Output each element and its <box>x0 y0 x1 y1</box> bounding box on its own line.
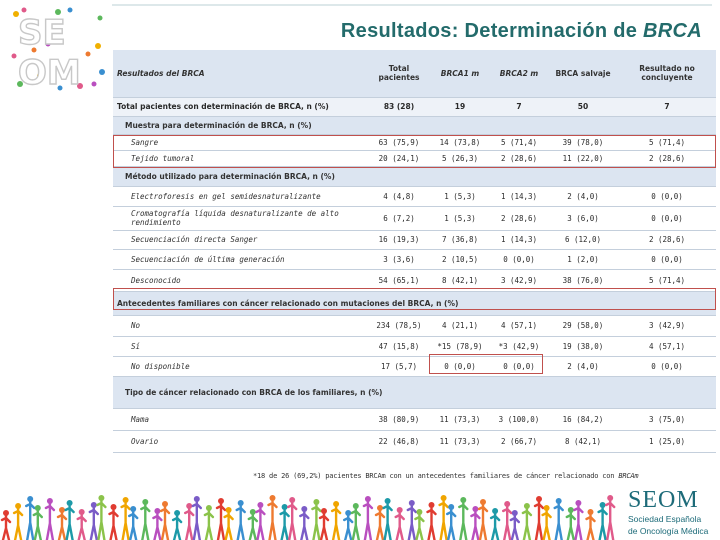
crowd-figure <box>193 496 201 540</box>
cell-value: 2 (28,6) <box>490 206 548 230</box>
table-row <box>113 150 716 166</box>
cell-value: 0 (0,0) <box>490 249 548 269</box>
cell-value: 1 (14,3) <box>490 186 548 206</box>
crowd-figure <box>555 498 563 540</box>
cell-value: 29 (58,0) <box>548 315 618 336</box>
table-row <box>113 315 716 336</box>
row-label: No disponible <box>113 356 368 376</box>
crowd-figure <box>408 500 416 540</box>
cell-value: 22 (46,8) <box>368 430 430 452</box>
cell-value: 11 (22,0) <box>548 150 618 166</box>
crowd-figure <box>66 500 74 540</box>
row-label: Sí <box>113 336 368 356</box>
col-header-brca2: BRCA2 m <box>490 50 548 97</box>
cell-value: 2 (4,0) <box>548 356 618 376</box>
header-rule <box>112 4 712 6</box>
crowd-figure <box>344 510 352 540</box>
cell-value: 5 (71,4) <box>618 134 716 150</box>
cell-value: 8 (42,1) <box>430 269 490 291</box>
section-title: Tipo de cáncer relacionado con BRCA de los familiares, n (%) <box>113 376 716 408</box>
table-row <box>113 134 716 150</box>
crowd-figure <box>471 506 479 540</box>
col-header-resultados: Resultados del BRCA <box>113 50 368 97</box>
section-header-antecedentes <box>113 291 716 315</box>
crowd-figure <box>440 495 448 540</box>
cell-value: 1 (14,3) <box>490 230 548 249</box>
table-row <box>113 249 716 269</box>
cell-value: 0 (0,0) <box>618 186 716 206</box>
crowd-figure <box>523 503 531 540</box>
crowd-figure <box>312 499 320 540</box>
crowd-figure <box>574 500 582 540</box>
cell-value: 8 (42,1) <box>548 430 618 452</box>
cell-value: 11 (73,3) <box>430 408 490 430</box>
cell-value: 3 (3,6) <box>368 249 430 269</box>
col-header-no-concluyente: Resultado no concluyente <box>618 50 716 97</box>
cell-value: 7 (36,8) <box>430 230 490 249</box>
row-label: Ovario <box>113 430 368 452</box>
crowd-figure <box>376 505 384 540</box>
crowd-figure <box>2 510 10 540</box>
crowd-figure <box>384 498 392 540</box>
cell-value: 0 (0,0) <box>618 249 716 269</box>
table-row <box>113 408 716 430</box>
cell-value: 0 (0,0) <box>490 356 548 376</box>
cell-value: 38 (80,9) <box>368 408 430 430</box>
section-title: Método utilizado para determinación BRCA, n (%) <box>113 166 716 186</box>
row-label: Sangre <box>113 134 368 150</box>
cell-value: 1 (25,0) <box>618 430 716 452</box>
cell-value: 0 (0,0) <box>618 206 716 230</box>
cell-value: *15 (78,9) <box>430 336 490 356</box>
crowd-figure <box>205 505 213 540</box>
crowd-figure <box>173 510 181 540</box>
crowd-figure <box>567 507 575 540</box>
row-label: Electroforesis en gel semidesnaturalizante <box>113 186 368 206</box>
cell-value: 4 (57,1) <box>618 336 716 356</box>
table-row <box>113 356 716 376</box>
crowd-figure <box>129 506 137 540</box>
crowd-figure <box>428 502 436 540</box>
footer-brand: SEOM <box>628 487 699 513</box>
row-label: Desconocido <box>113 269 368 291</box>
cell-value: 2 (4,0) <box>548 186 618 206</box>
crowd-figure <box>78 509 86 540</box>
seom-footer-logo <box>628 488 716 536</box>
cell-value: 7 <box>618 97 716 116</box>
cell-value: 0 (0,0) <box>430 356 490 376</box>
cell-value: 17 (5,7) <box>368 356 430 376</box>
cell-value: 2 (28,6) <box>618 230 716 249</box>
footnote-emph: BRCAm <box>618 472 639 480</box>
cell-value: 54 (65,1) <box>368 269 430 291</box>
cell-value: 63 (75,9) <box>368 134 430 150</box>
cell-value: 2 (66,7) <box>490 430 548 452</box>
crowd-figure <box>415 509 423 540</box>
svg-text:SE: SE <box>18 13 66 53</box>
crowd-figure <box>606 495 614 540</box>
cell-value: 2 (28,6) <box>618 150 716 166</box>
table-row <box>113 230 716 249</box>
col-header-salvaje: BRCA salvaje <box>548 50 618 97</box>
row-label: Cromatografía líquida desnaturalizante de alto rendimiento <box>113 206 368 230</box>
cell-value: 3 (100,0) <box>490 408 548 430</box>
section-title: Muestra para determinación de BRCA, n (%) <box>113 116 716 134</box>
footer-line-1: Sociedad Española <box>628 514 702 524</box>
footer-line-2: de Oncología Médica <box>628 526 709 536</box>
table-row-total <box>113 97 716 116</box>
cell-value: 47 (15,8) <box>368 336 430 356</box>
section-header-tipo-cancer <box>113 376 716 408</box>
seom-logo-graphic <box>10 6 106 92</box>
cell-value: 2 (10,5) <box>430 249 490 269</box>
crowd-figure <box>153 508 161 540</box>
crowd-illustration <box>0 486 620 540</box>
crowd-figure <box>300 506 308 540</box>
cell-value: 3 (75,0) <box>618 408 716 430</box>
crowd-figure <box>141 499 149 540</box>
cell-value: 11 (73,3) <box>430 430 490 452</box>
cell-value: 5 (71,4) <box>490 134 548 150</box>
section-header-metodo <box>113 166 716 186</box>
cell-value: 4 (21,1) <box>430 315 490 336</box>
footnote <box>253 472 638 480</box>
cell-value: *3 (42,9) <box>490 336 548 356</box>
slide-title-emph: BRCA <box>643 20 702 42</box>
cell-value: 6 (7,2) <box>368 206 430 230</box>
crowd-figure <box>122 497 130 540</box>
slide-title <box>0 20 702 43</box>
cell-value: 3 (42,9) <box>490 269 548 291</box>
crowd-figure <box>320 508 328 540</box>
cell-value: 234 (78,5) <box>368 315 430 336</box>
crowd-figure <box>364 496 372 540</box>
cell-value: 3 (6,0) <box>548 206 618 230</box>
cell-value: 2 (28,6) <box>490 150 548 166</box>
row-label: Secuenciación de última generación <box>113 249 368 269</box>
slide-title-text: Resultados: Determinación de <box>340 20 644 42</box>
cell-value: 14 (73,8) <box>430 134 490 150</box>
cell-value: 50 <box>548 97 618 116</box>
col-header-total: Total pacientes <box>368 50 430 97</box>
row-label: No <box>113 315 368 336</box>
cell-value: 4 (4,8) <box>368 186 430 206</box>
crowd-figure <box>58 507 66 540</box>
cell-value: 5 (71,4) <box>618 269 716 291</box>
crowd-figure <box>237 500 245 540</box>
crowd-figure <box>479 499 487 540</box>
crowd-figure <box>288 497 296 540</box>
cell-value: 39 (78,0) <box>548 134 618 150</box>
crowd-figure <box>281 504 289 540</box>
cell-value: 7 <box>490 97 548 116</box>
table-row <box>113 430 716 452</box>
cell-value: 1 (2,0) <box>548 249 618 269</box>
cell-value: 4 (57,1) <box>490 315 548 336</box>
crowd-figure <box>110 504 118 540</box>
svg-text:OM: OM <box>18 53 81 92</box>
crowd-figure <box>97 495 105 540</box>
cell-value: 19 (38,0) <box>548 336 618 356</box>
crowd-figure <box>46 498 54 540</box>
cell-value: 5 (26,3) <box>430 150 490 166</box>
crowd-figure <box>332 501 340 540</box>
crowd-figure <box>599 502 607 540</box>
table-row <box>113 186 716 206</box>
crowd-figure <box>491 508 499 540</box>
brca-results-table <box>113 50 716 453</box>
cell-value: 1 (5,3) <box>430 186 490 206</box>
crowd-figure <box>90 502 98 540</box>
cell-value: 20 (24,1) <box>368 150 430 166</box>
crowd-figure <box>249 509 257 540</box>
crowd-figure <box>34 505 42 540</box>
cell-value: 38 (76,0) <box>548 269 618 291</box>
section-header-muestra <box>113 116 716 134</box>
cell-value: 83 (28) <box>368 97 430 116</box>
cell-value: 16 (84,2) <box>548 408 618 430</box>
crowd-figure <box>26 496 34 540</box>
row-label: Tejido tumoral <box>113 150 368 166</box>
row-label: Mama <box>113 408 368 430</box>
crowd-figure <box>396 507 404 540</box>
crowd-figure <box>543 505 551 540</box>
table-row <box>113 336 716 356</box>
cell-value: 16 (19,3) <box>368 230 430 249</box>
table-row <box>113 269 716 291</box>
seom-logo <box>10 6 106 92</box>
table-header-row <box>113 50 716 97</box>
crowd-figure <box>14 503 22 540</box>
crowd-figure <box>269 495 277 540</box>
crowd-figure <box>217 498 225 540</box>
cell-value: 1 (5,3) <box>430 206 490 230</box>
cell-value: 0 (0,0) <box>618 356 716 376</box>
cell-value: 3 (42,9) <box>618 315 716 336</box>
crowd-figure <box>587 509 595 540</box>
col-header-brca1: BRCA1 m <box>430 50 490 97</box>
cell-value: 19 <box>430 97 490 116</box>
footnote-text: *18 de 26 (69,2%) pacientes BRCAm con un antecedentes familiares de cáncer relacionado con <box>253 472 619 480</box>
crowd-figure <box>459 497 467 540</box>
crowd-figure <box>225 507 233 540</box>
crowd-figure <box>535 496 543 540</box>
cell-value: 6 (12,0) <box>548 230 618 249</box>
row-label: Secuenciación directa Sanger <box>113 230 368 249</box>
crowd-figure <box>185 503 193 540</box>
section-title: Antecedentes familiares con cáncer relacionado con mutaciones del BRCA, n (%) <box>113 291 716 315</box>
row-label: Total pacientes con determinación de BRCA, n (%) <box>113 97 368 116</box>
crowd-figure <box>447 504 455 540</box>
table-row <box>113 206 716 230</box>
crowd-figure <box>511 510 519 540</box>
